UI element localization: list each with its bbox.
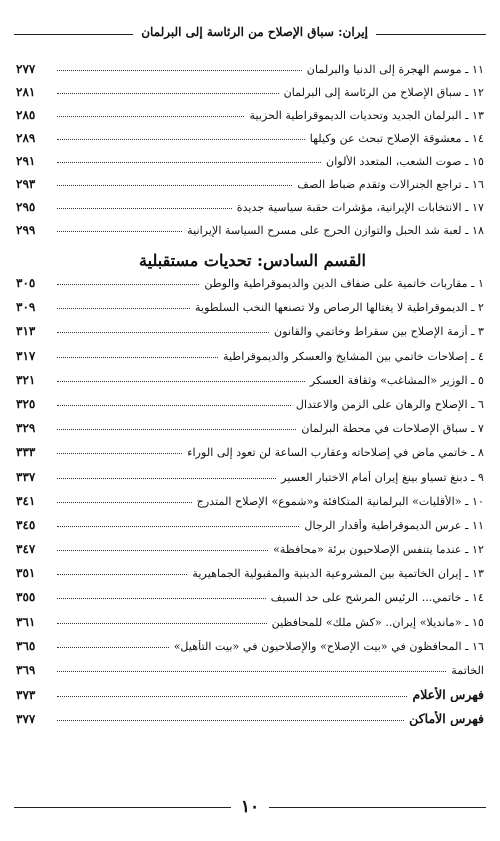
dot-leader (57, 623, 267, 624)
entry-page-number: ٣٧٣ (16, 688, 36, 703)
entry-title: ١٠ ـ «الأقليات» البرلمانية المتكافئة و«شموع» الإصلاح المتدرج (196, 494, 484, 508)
toc-entry (16, 373, 484, 397)
entry-title: ١٣ ـ البرلمان الجديد وتحديات الديموقراطية الحزبية (249, 109, 484, 122)
entry-page-number: ٢٨٩ (16, 131, 36, 145)
toc-entry (16, 615, 484, 639)
entry-title: ٩ ـ دبنغ تسياو بينغ إيران أمام الاختبار العسير (281, 470, 484, 484)
toc-entry (16, 85, 484, 108)
toc-entry (16, 276, 484, 300)
entry-title: ٧ ـ سباق الإصلاحات في محطة البرلمان (301, 422, 484, 436)
entry-page-number: ٣٤٥ (16, 517, 36, 532)
dot-leader (57, 284, 199, 285)
dot-leader (57, 429, 296, 430)
dot-leader (57, 308, 190, 309)
toc-group-indexes (16, 687, 484, 735)
dot-leader (57, 720, 404, 721)
toc-entry (16, 566, 484, 590)
entry-page-number: ٣٦٩ (16, 663, 36, 677)
header-rule-left (14, 34, 133, 35)
dot-leader (57, 70, 302, 71)
dot-leader (57, 574, 187, 575)
running-title: إيران: سباق الإصلاح من الرئاسة إلى البرلمان (141, 25, 368, 39)
toc-entry (16, 445, 484, 469)
dot-leader (57, 162, 321, 163)
toc-entry (16, 131, 484, 154)
entry-title: ١٤ ـ خاتمي... الرئيس المرشح على حد السيف (270, 591, 484, 605)
dot-leader (57, 696, 407, 697)
dot-leader (57, 405, 291, 406)
entry-page-number: ٢٩١ (16, 154, 36, 168)
dot-leader (57, 478, 276, 479)
entry-page-number: ٣٣٧ (16, 469, 36, 484)
toc-entry (16, 177, 484, 200)
toc-group-section-six (16, 276, 484, 687)
toc-entry (16, 494, 484, 518)
toc-entry (16, 62, 484, 85)
entry-page-number: ٣٢١ (16, 372, 36, 387)
entry-title: ١٨ ـ لعبة شد الحبل والتوازن الحرج على مسرح السياسة الإيرانية (187, 224, 484, 237)
dot-leader (57, 526, 299, 527)
entry-page-number: ٣٠٥ (16, 276, 36, 290)
toc-entry (16, 349, 484, 373)
entry-title: ٢ ـ الديموقراطية لا يغتالها الرصاص ولا تصنعها النخب السلطوية (194, 301, 484, 315)
entry-page-number: ٢٩٩ (16, 223, 36, 237)
entry-title: ٦ ـ الإصلاح والرهان على الزمن والاعتدال (295, 397, 484, 411)
entry-title: ٣ ـ أزمة الإصلاح بين سقراط وخاتمي والقانون (274, 325, 484, 339)
entry-page-number: ٣٣٣ (16, 445, 36, 460)
entry-title: فهرس الأماكن (409, 711, 484, 727)
dot-leader (57, 357, 218, 358)
entry-title: ١٦ ـ تراجع الجنرالات وتقدم ضباط الصف (297, 178, 484, 191)
dot-leader (57, 502, 192, 503)
toc-entry (16, 421, 484, 445)
page-number: ١٠ (240, 797, 260, 817)
entry-title: فهرس الأعلام (412, 687, 484, 703)
dot-leader (57, 139, 305, 140)
dot-leader (57, 671, 446, 672)
dot-leader (57, 598, 266, 599)
toc-entry (16, 639, 484, 663)
entry-title: ١٦ ـ المحافظون في «بيت الإصلاح» والإصلاحيون في «بيت التأهيل» (173, 639, 484, 653)
dot-leader (57, 647, 169, 648)
toc-entry (16, 470, 484, 494)
entry-page-number: ٣٢٥ (16, 396, 36, 411)
entry-page-number: ٣٥٥ (16, 590, 36, 605)
toc-entry (16, 687, 484, 711)
dot-leader (57, 208, 232, 209)
entry-title: ١٧ ـ الانتخابات الإيرانية، مؤشرات حقبة سياسية جديدة (236, 201, 484, 214)
toc-entry (16, 542, 484, 566)
entry-page-number: ٣٤١ (16, 493, 36, 508)
dot-leader (57, 116, 244, 117)
entry-page-number: ٣٧٧ (16, 712, 36, 727)
footer-rule-right (269, 807, 486, 808)
toc-entry (16, 223, 484, 246)
running-header (14, 22, 486, 42)
entry-page-number: ٢٩٥ (16, 200, 36, 214)
table-of-contents (16, 62, 484, 736)
toc-entry (16, 324, 484, 348)
toc-entry (16, 663, 484, 687)
entry-title: ١٥ ـ «مانديلا» إيران.. «كش ملك» للمحافظين (271, 615, 484, 629)
entry-title: ١٢ ـ سباق الإصلاح من الرئاسة إلى البرلمان (283, 86, 484, 99)
entry-page-number: ٣٦١ (16, 614, 36, 629)
entry-title: ٨ ـ خاتمي ماض في إصلاحاته وعقارب الساعة لن تعود إلى الوراء (187, 446, 484, 460)
entry-page-number: ٢٧٧ (16, 62, 36, 76)
toc-entry (16, 108, 484, 131)
toc-entry (16, 590, 484, 614)
entry-page-number: ٣٠٩ (16, 300, 36, 315)
entry-title: ٤ ـ إصلاحات خاتمي بين المشايخ والعسكر والديموقراطية (223, 349, 484, 363)
toc-entry (16, 711, 484, 735)
entry-title: الخاتمة (451, 664, 484, 677)
dot-leader (57, 93, 279, 94)
toc-entry (16, 397, 484, 421)
toc-entry (16, 518, 484, 542)
entry-title: ٥ ـ الوزير «المشاغب» وثقافة العسكر (309, 373, 484, 387)
entry-page-number: ٣٢٩ (16, 421, 36, 436)
dot-leader (57, 381, 305, 382)
entry-page-number: ٢٩٣ (16, 177, 36, 191)
header-rule-right (376, 34, 486, 35)
entry-title: ١٤ ـ معشوقة الإصلاح تبحث عن وكيلها (309, 132, 484, 145)
toc-entry (16, 300, 484, 324)
entry-title: ١١ ـ عرس الديموقراطية وأقدار الرجال (304, 518, 484, 532)
entry-title: ١١ ـ موسم الهجرة إلى الدنيا والبرلمان (306, 63, 484, 76)
section-heading: القسم السادس: تحديات مستقبلية (139, 251, 366, 270)
dot-leader (57, 332, 269, 333)
toc-entry (16, 200, 484, 223)
entry-title: ١٥ ـ صوت الشعب، المتعدد الألوان (325, 155, 484, 168)
entry-page-number: ٣١٧ (16, 348, 36, 363)
entry-page-number: ٣١٣ (16, 324, 36, 339)
entry-page-number: ٣٤٧ (16, 542, 36, 557)
dot-leader (57, 185, 292, 186)
entry-title: ١٢ ـ عندما يتنفس الإصلاحيون برئة «محافظة» (273, 543, 484, 557)
page-footer (14, 795, 486, 819)
footer-rule-left (14, 807, 231, 808)
entry-title: ١٣ ـ إيران الخاتمية بين المشروعية الدينية والمقبولية الجماهيرية (192, 567, 484, 581)
entry-page-number: ٢٨١ (16, 85, 36, 99)
entry-title: ١ ـ مقاربات خاتمية على ضفاف الدين والديموقراطية والوطن (204, 277, 484, 290)
entry-page-number: ٣٦٥ (16, 638, 36, 653)
toc-entry (16, 154, 484, 177)
dot-leader (57, 550, 268, 551)
dot-leader (57, 453, 182, 454)
dot-leader (57, 231, 182, 232)
entry-page-number: ٣٥١ (16, 566, 36, 581)
entry-page-number: ٢٨٥ (16, 108, 36, 122)
toc-group-continued (16, 62, 484, 246)
